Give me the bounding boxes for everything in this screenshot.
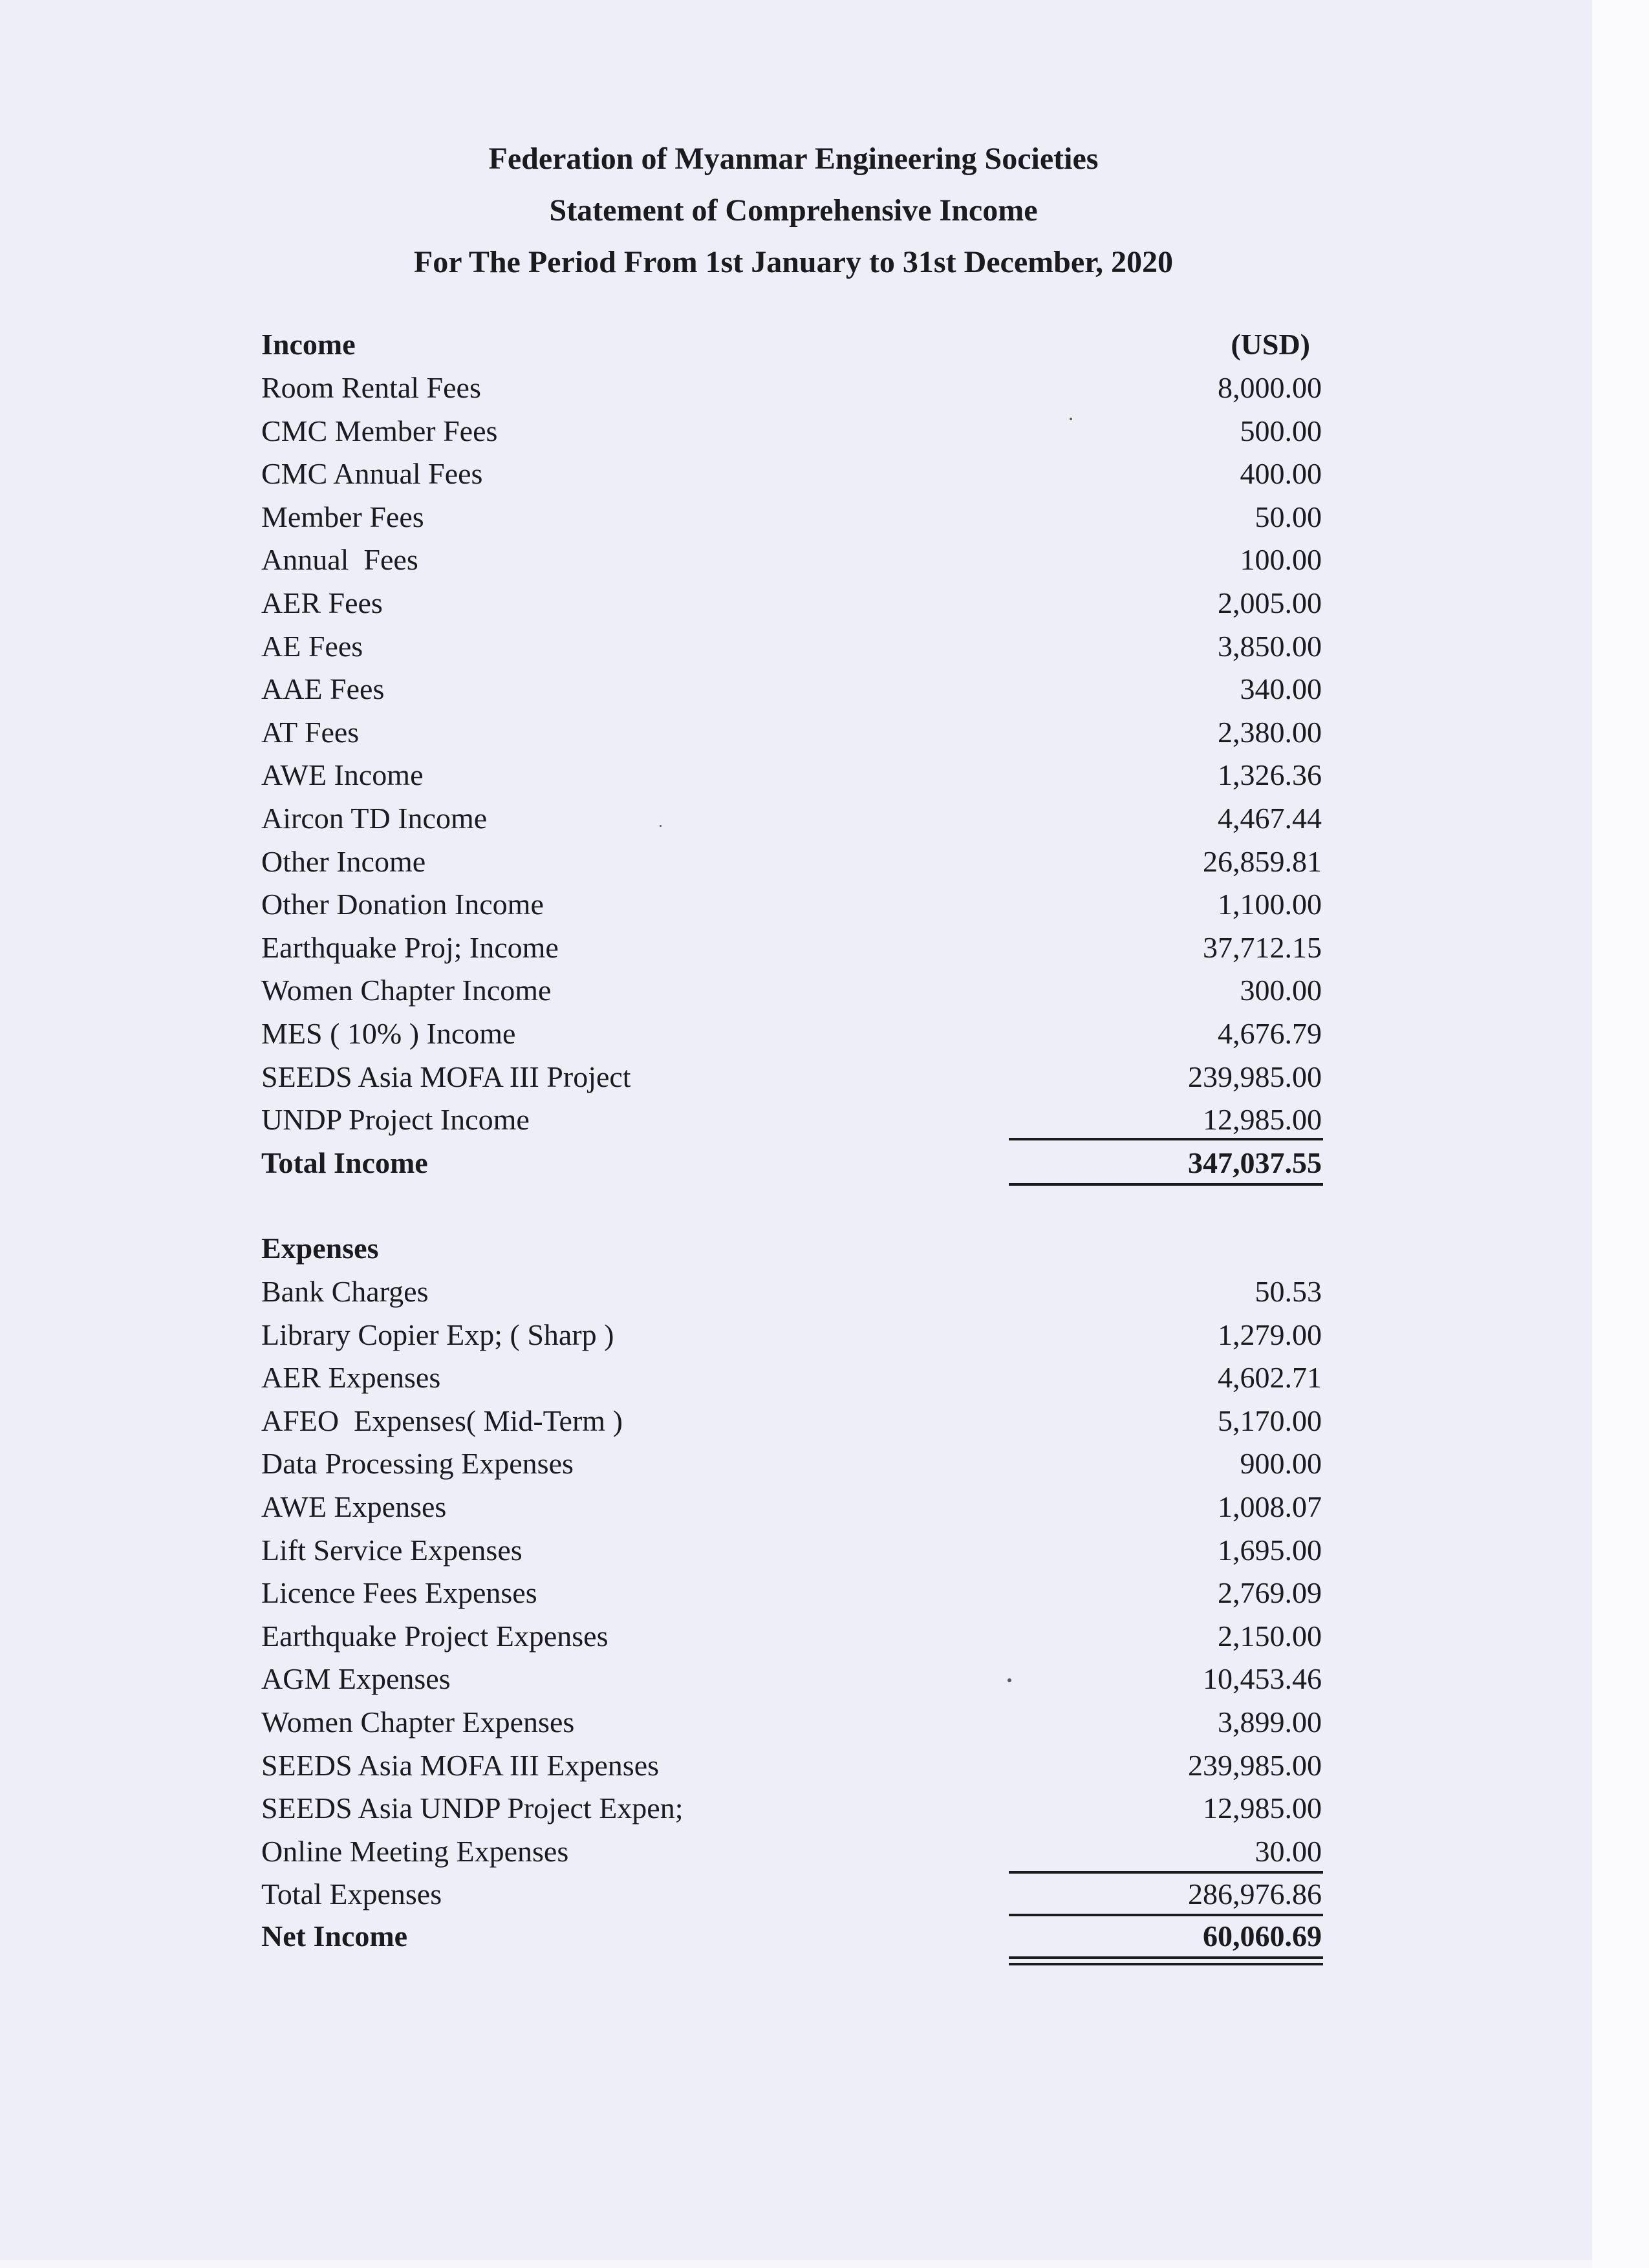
expense-item-row <box>261 1701 1322 1744</box>
expense-item-label: AWE Expenses <box>261 1490 447 1523</box>
expense-item-label: Women Chapter Expenses <box>261 1706 575 1738</box>
income-item-row <box>261 926 1322 969</box>
expense-item-row <box>261 1314 1322 1356</box>
total-expenses-label: Total Expenses <box>261 1878 442 1910</box>
income-item-row <box>261 625 1322 668</box>
expense-item-row <box>261 1744 1322 1787</box>
income-item-row <box>261 496 1322 539</box>
income-subtotal-rule <box>1009 1138 1323 1140</box>
income-heading-row <box>261 323 1322 366</box>
income-item-amount: 1,100.00 <box>1218 888 1322 921</box>
expense-item-row <box>261 1442 1322 1485</box>
income-item-amount: 340.00 <box>1240 672 1322 706</box>
income-item-amount: 3,850.00 <box>1218 629 1322 663</box>
income-item-label: Other Income <box>261 844 426 878</box>
expense-item-row <box>261 1830 1322 1873</box>
expense-item-amount: 2,769.09 <box>1218 1576 1322 1610</box>
expense-item-amount: 50.53 <box>1255 1275 1322 1308</box>
income-item-row <box>261 1098 1322 1141</box>
expense-item-amount: 900.00 <box>1240 1447 1322 1481</box>
expense-item-amount: 239,985.00 <box>1188 1748 1322 1782</box>
expense-item-row <box>261 1529 1322 1572</box>
income-item-label: Annual Fees <box>261 543 418 577</box>
income-item-label: CMC Annual Fees <box>261 457 483 491</box>
total-expenses-amount: 286,976.86 <box>1188 1878 1322 1910</box>
expense-item-amount: 1,008.07 <box>1218 1490 1322 1523</box>
expense-item-row <box>261 1356 1322 1399</box>
expense-item-amount: 3,899.00 <box>1218 1706 1322 1738</box>
expense-item-row <box>261 1658 1322 1700</box>
expense-item-label: Online Meeting Expenses <box>261 1834 569 1868</box>
expense-item-row <box>261 1400 1322 1442</box>
expense-item-amount: 10,453.46 <box>1203 1662 1322 1696</box>
income-item-row <box>261 969 1322 1012</box>
income-item-row <box>261 797 1322 840</box>
income-item-label: AER Fees <box>261 586 383 619</box>
income-item-row <box>261 840 1322 883</box>
income-item-label: Other Donation Income <box>261 888 544 921</box>
income-item-row <box>261 1056 1322 1098</box>
income-item-row <box>261 883 1322 926</box>
organization-title: Federation of Myanmar Engineering Societies <box>488 142 1099 176</box>
expense-item-row <box>261 1572 1322 1614</box>
income-item-amount: 12,985.00 <box>1203 1103 1322 1137</box>
currency-label: (USD) <box>1231 328 1310 361</box>
income-item-label: AWE Income <box>261 758 424 792</box>
expense-item-label: Earthquake Project Expenses <box>261 1619 609 1653</box>
income-item-label: AE Fees <box>261 629 363 663</box>
total-income-amount: 347,037.55 <box>1188 1146 1322 1179</box>
net-income-double-rule <box>1009 1956 1323 1965</box>
income-item-amount: 8,000.00 <box>1218 371 1322 404</box>
statement-title: Statement of Comprehensive Income <box>549 193 1038 228</box>
expense-item-label: AGM Expenses <box>261 1662 451 1696</box>
income-item-amount: 37,712.15 <box>1203 930 1322 964</box>
income-item-row <box>261 582 1322 625</box>
income-item-amount: 239,985.00 <box>1188 1060 1322 1093</box>
expense-item-amount: 2,150.00 <box>1218 1619 1322 1653</box>
expense-item-label: Library Copier Exp; ( Sharp ) <box>261 1318 614 1351</box>
scan-margin <box>1592 0 1649 2268</box>
total-income-row <box>261 1142 1322 1184</box>
income-item-amount: 2,380.00 <box>1218 715 1322 749</box>
income-item-amount: 2,005.00 <box>1218 586 1322 619</box>
expense-item-row <box>261 1615 1322 1658</box>
income-item-row <box>261 1012 1322 1055</box>
expense-item-label: Lift Service Expenses <box>261 1533 523 1567</box>
income-item-label: UNDP Project Income <box>261 1103 530 1137</box>
income-item-amount: 26,859.81 <box>1203 844 1322 878</box>
expense-item-amount: 4,602.71 <box>1218 1361 1322 1395</box>
income-item-label: Member Fees <box>261 500 424 533</box>
expense-item-amount: 5,170.00 <box>1218 1404 1322 1437</box>
income-item-amount: 300.00 <box>1240 974 1322 1007</box>
expense-item-label: SEEDS Asia MOFA III Expenses <box>261 1748 660 1782</box>
income-item-row <box>261 754 1322 797</box>
income-item-amount: 100.00 <box>1240 543 1322 577</box>
income-total-rule <box>1009 1183 1323 1186</box>
expense-item-label: Licence Fees Expenses <box>261 1576 537 1610</box>
income-item-label: MES ( 10% ) Income <box>261 1017 516 1050</box>
period-subtitle: For The Period From 1st January to 31st December, 2020 <box>413 245 1174 279</box>
expense-item-label: Data Processing Expenses <box>261 1447 574 1481</box>
income-item-label: Room Rental Fees <box>261 371 481 404</box>
scan-speck <box>1008 1678 1011 1682</box>
expense-item-amount: 12,985.00 <box>1203 1792 1322 1825</box>
expense-item-row <box>261 1787 1322 1830</box>
expense-item-row <box>261 1486 1322 1528</box>
income-item-amount: 4,676.79 <box>1218 1017 1322 1050</box>
total-income-label: Total Income <box>261 1146 428 1179</box>
income-item-amount: 50.00 <box>1255 500 1322 533</box>
expense-item-amount: 1,695.00 <box>1218 1533 1322 1567</box>
income-item-amount: 400.00 <box>1240 457 1322 491</box>
income-item-row <box>261 453 1322 495</box>
income-item-row <box>261 410 1322 453</box>
income-item-label: SEEDS Asia MOFA III Project <box>261 1060 631 1093</box>
expense-item-row <box>261 1270 1322 1313</box>
income-item-label: Aircon TD Income <box>261 802 488 835</box>
expense-item-amount: 30.00 <box>1255 1834 1322 1868</box>
net-income-amount: 60,060.69 <box>1203 1920 1322 1952</box>
expense-item-label: Bank Charges <box>261 1275 429 1308</box>
net-income-row <box>261 1915 1322 1958</box>
expenses-heading: Expenses <box>261 1232 379 1265</box>
total-expenses-row <box>261 1873 1322 1916</box>
income-item-label: AT Fees <box>261 715 360 749</box>
income-item-row <box>261 668 1322 711</box>
expenses-heading-row <box>261 1227 1322 1270</box>
income-item-label: Women Chapter Income <box>261 974 552 1007</box>
expense-item-label: AER Expenses <box>261 1361 441 1395</box>
income-item-row <box>261 711 1322 754</box>
expense-item-amount: 1,279.00 <box>1218 1318 1322 1351</box>
expense-item-label: SEEDS Asia UNDP Project Expen; <box>261 1792 684 1825</box>
income-item-amount: 4,467.44 <box>1218 802 1322 835</box>
scan-speck <box>1070 418 1072 420</box>
income-heading: Income <box>261 328 356 361</box>
income-item-amount: 500.00 <box>1240 414 1322 447</box>
income-item-label: CMC Member Fees <box>261 414 498 447</box>
income-item-label: AAE Fees <box>261 672 385 706</box>
income-item-row <box>261 539 1322 581</box>
income-item-label: Earthquake Proj; Income <box>261 930 559 964</box>
income-item-amount: 1,326.36 <box>1218 758 1322 792</box>
expense-item-label: AFEO Expenses( Mid-Term ) <box>261 1404 623 1437</box>
net-income-label: Net Income <box>261 1920 408 1952</box>
scan-speck <box>660 825 662 827</box>
income-item-row <box>261 367 1322 409</box>
